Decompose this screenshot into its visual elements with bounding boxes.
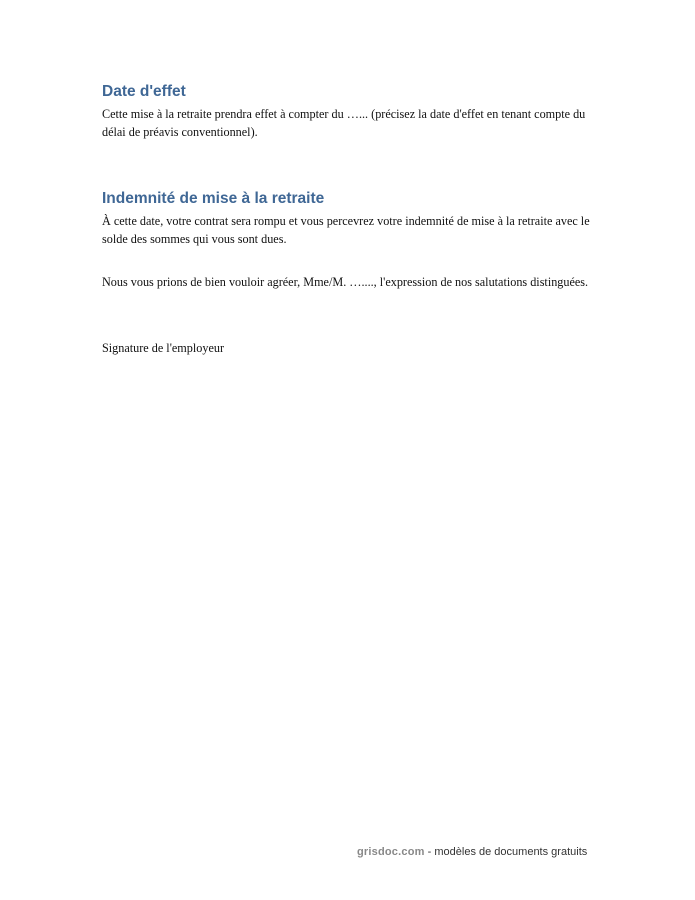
section-closing <box>102 274 592 292</box>
signature-label: Signature de l'employeur <box>102 341 225 355</box>
footer-tagline: - modèles de documents gratuits <box>424 846 588 858</box>
paragraph-closing: Nous vous prions de bien vouloir agréer, Mme/M. …...., l'expression de nos salutations distinguées. <box>102 275 589 289</box>
footer-brand-link[interactable]: grisdoc.com <box>357 846 425 858</box>
page-footer <box>357 846 587 858</box>
section-signature <box>102 340 592 358</box>
paragraph-indemnite: À cette date, votre contrat sera rompu et vous percevrez votre indemnité de mise à la retraite avec le solde des sommes qui vous sont dues. <box>102 214 590 246</box>
heading-date-effet: Date d'effet <box>102 83 186 100</box>
heading-indemnite: Indemnité de mise à la retraite <box>102 190 325 207</box>
section-date-effet <box>102 82 592 141</box>
section-indemnite <box>102 189 592 248</box>
paragraph-date-effet: Cette mise à la retraite prendra effet à compter du …... (précisez la date d'effet en tenant compte du délai de préavis conventionnel). <box>102 107 586 139</box>
